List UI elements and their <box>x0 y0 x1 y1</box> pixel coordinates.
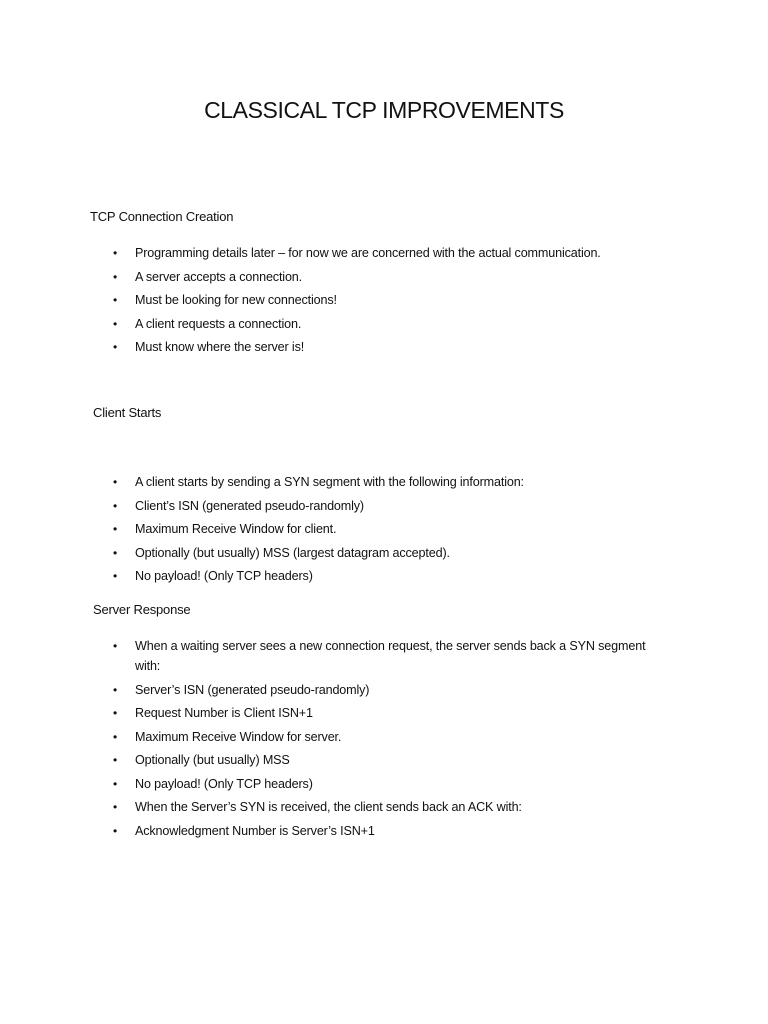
list-item-text: Maximum Receive Window for server. <box>135 729 342 744</box>
list-item-text: Must be looking for new connections! <box>135 293 337 307</box>
bullet-icon: • <box>113 639 118 653</box>
document-title: CLASSICAL TCP IMPROVEMENTS <box>204 97 564 123</box>
bullet-list-server-response <box>0 636 665 844</box>
bullet-icon: • <box>113 498 118 513</box>
bullet-icon: • <box>113 682 118 697</box>
bullet-list-tcp-connection-creation <box>0 243 665 361</box>
list-item-text: Programming details later – for now we are concerned with the actual communication. <box>135 246 601 260</box>
list-item <box>0 472 665 492</box>
list-item <box>0 727 665 747</box>
list-item <box>0 243 665 263</box>
list-item <box>0 543 665 563</box>
list-item <box>0 496 665 516</box>
bullet-icon: • <box>113 823 118 838</box>
list-item-text: When the Server’s SYN is received, the client sends back an ACK with: <box>135 800 522 814</box>
section-heading-server-response: Server Response <box>93 602 191 617</box>
list-item <box>0 703 665 723</box>
list-item-text: Optionally (but usually) MSS (largest datagram accepted). <box>135 545 450 560</box>
bullet-icon: • <box>113 545 118 560</box>
section-heading-tcp-connection-creation: TCP Connection Creation <box>90 209 234 224</box>
bullet-icon: • <box>113 776 118 791</box>
list-item <box>0 774 665 794</box>
list-item <box>0 680 665 700</box>
list-item <box>0 750 665 770</box>
bullet-icon: • <box>113 269 118 284</box>
list-item <box>0 821 665 841</box>
list-item-text: No payload! (Only TCP headers) <box>135 776 313 791</box>
list-item-text: Optionally (but usually) MSS <box>135 753 290 767</box>
bullet-icon: • <box>113 569 118 583</box>
list-item-text: No payload! (Only TCP headers) <box>135 569 313 583</box>
bullet-icon: • <box>113 246 118 260</box>
bullet-icon: • <box>113 340 118 354</box>
bullet-icon: • <box>113 706 118 720</box>
list-item <box>0 519 665 539</box>
list-item-text: Maximum Receive Window for client. <box>135 522 337 536</box>
bullet-icon: • <box>113 293 118 307</box>
list-item-text: A client starts by sending a SYN segment with the following information: <box>135 475 524 489</box>
list-item-text: Must know where the server is! <box>135 340 305 354</box>
bullet-icon: • <box>113 729 118 744</box>
list-item-text: Server’s ISN (generated pseudo-randomly) <box>135 682 370 697</box>
list-item-text: Client’s ISN (generated pseudo-randomly) <box>135 498 364 513</box>
list-item-text: Acknowledgment Number is Server’s ISN+1 <box>135 823 375 838</box>
list-item <box>0 337 665 357</box>
list-item <box>0 267 665 287</box>
list-item <box>0 290 665 310</box>
list-item-text: Request Number is Client ISN+1 <box>135 706 313 720</box>
list-item-text: A server accepts a connection. <box>135 269 303 284</box>
list-item <box>0 566 665 586</box>
list-item <box>0 636 665 676</box>
list-item-text: A client requests a connection. <box>135 316 302 331</box>
bullet-list-client-starts <box>0 472 665 590</box>
bullet-icon: • <box>113 316 118 331</box>
section-heading-client-starts: Client Starts <box>93 405 162 420</box>
bullet-icon: • <box>113 475 118 489</box>
bullet-icon: • <box>113 753 118 767</box>
bullet-icon: • <box>113 522 118 536</box>
list-item <box>0 314 665 334</box>
list-item-text: When a waiting server sees a new connection request, the server sends back a SYN segment with: <box>135 639 646 673</box>
bullet-icon: • <box>113 800 118 814</box>
list-item <box>0 797 665 817</box>
